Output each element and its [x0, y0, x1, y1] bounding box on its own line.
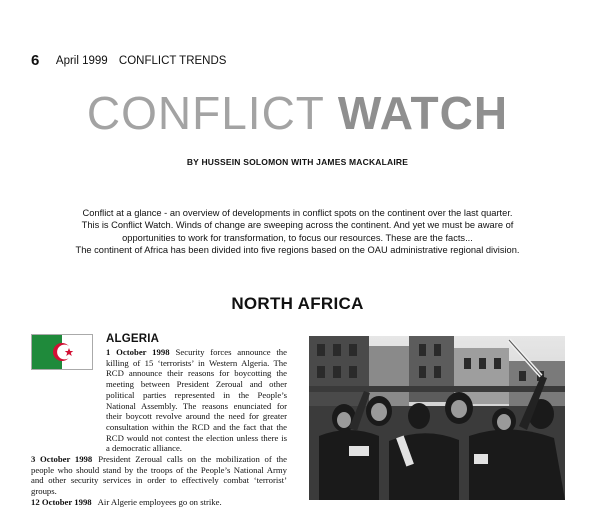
intro-text [40, 207, 555, 256]
intro-line: This is Conflict Watch. Winds of change are sweeping across the continent. And yet we must be aware of [81, 220, 514, 231]
news-entry [31, 454, 287, 497]
intro-line: The continent of Africa has been divided into five regions based on the OAU administrative regional division. [75, 244, 520, 255]
country-heading: ALGERIA [106, 333, 160, 345]
intro-line: opportunities to work for transformation, to focus our resources. These are the facts... [122, 232, 473, 243]
page-number: 6 [31, 52, 40, 69]
entry-text: President Zeroual calls on the mobilization of the people who should stand by the troops of the People’s National Army and other security services in order to effectively combat ‘terrorist’ groups. [31, 454, 287, 497]
title-light: CONFLICT [86, 87, 325, 139]
entry-text: Security forces announce the killing of 15 ‘terrorists’ in Western Algeria. The RCD announce their reasons for boycotting the meeting between President Zeroual and other political parties represented in the People’s National Assembly. The reasons enunciated for their boycott revolve around the need for greater consultation within the RCD and the fact that the RCD would not contest the election unless there is a democratic alliance. [106, 347, 287, 454]
byline: BY HUSSEIN SOLOMON WITH JAMES MACKALAIRE [186, 157, 409, 167]
issue-date: April 1999 [55, 55, 108, 67]
entry-text: Air Algerie employees go on strike. [97, 496, 222, 507]
entry-date: 12 October 1998 [31, 496, 92, 507]
publication-name: CONFLICT TRENDS [118, 55, 227, 67]
entry-date: 1 October 1998 [106, 347, 170, 357]
region-heading: NORTH AFRICA [231, 294, 364, 313]
country-article [31, 347, 287, 508]
intro-line: Conflict at a glance - an overview of developments in conflict spots on the continent over the last quarter. [82, 208, 513, 218]
news-entry [31, 347, 287, 454]
news-entry [31, 497, 287, 508]
page-header [31, 52, 226, 69]
protest-crowd-photo [309, 336, 565, 500]
entry-date: 3 October 1998 [31, 454, 93, 465]
title-bold: WATCH [337, 87, 509, 139]
page-title [0, 86, 595, 140]
